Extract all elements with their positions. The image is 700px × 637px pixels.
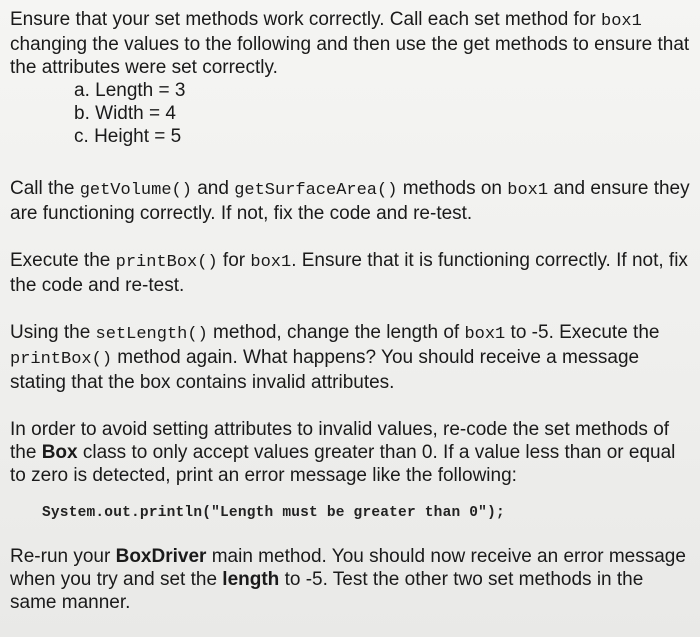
printbox-paragraph — [10, 249, 690, 297]
list-item — [74, 125, 690, 148]
para2-text-4: and ensure they are functioning correctly. If not, fix the code and re-test. — [10, 178, 690, 224]
para2-text-2: and — [191, 178, 235, 199]
list-marker: a. — [74, 80, 90, 101]
para4-text-4: method again. What happens? You should receive a message stating that the box contains invalid attributes. — [10, 347, 640, 393]
para5-text-1: In order to avoid setting attributes to invalid values, re-code the set methods of the — [10, 419, 670, 463]
spacer — [10, 297, 690, 321]
volume-paragraph — [10, 177, 690, 225]
code-box1: box1 — [507, 181, 549, 200]
list-item-text: Length = 3 — [95, 80, 186, 101]
bold-length: length — [222, 569, 280, 590]
para6-text-2: main method. You should now receive an error message when you try and set the — [10, 546, 686, 590]
list-item — [74, 79, 690, 102]
value-list — [10, 79, 690, 148]
list-item-text: Width = 4 — [95, 103, 176, 124]
list-item — [74, 102, 690, 125]
list-item-text: Height = 5 — [94, 126, 182, 147]
para2-text-3: methods on — [397, 178, 508, 199]
spacer — [10, 148, 690, 177]
bold-box: Box — [41, 442, 78, 463]
para4-text-1: Using the — [10, 322, 96, 343]
intro-text-1: Ensure that your set methods work correctly. Call each set method for — [10, 9, 602, 30]
code-setlength: setLength() — [95, 325, 208, 344]
intro-text-2: changing the values to the following and then use the get methods to ensure that the attributes were set correctly. — [10, 34, 690, 78]
list-marker: c. — [74, 126, 89, 147]
para3-text-3: . Ensure that it is functioning correctly. If not, fix the code and re-test. — [10, 250, 688, 296]
code-getsurfacearea: getSurfaceArea() — [234, 181, 398, 200]
code-snippet: System.out.println("Length must be greater than 0"); — [42, 505, 505, 521]
rerun-paragraph — [10, 545, 690, 614]
setlength-paragraph — [10, 321, 690, 394]
para6-text-1: Re-run your — [10, 546, 116, 567]
code-getvolume: getVolume() — [79, 181, 192, 200]
code-printbox: printBox() — [10, 350, 113, 369]
para3-text-1: Execute the — [10, 250, 116, 271]
para2-text-1: Call the — [10, 178, 80, 199]
spacer — [10, 225, 690, 249]
code-box1: box1 — [464, 325, 506, 344]
para3-text-2: for — [217, 250, 251, 271]
para4-text-3: to -5. Execute the — [505, 322, 660, 343]
para6-text-3: to -5. Test the other two set methods in the same manner. — [10, 569, 644, 613]
spacer — [10, 394, 690, 418]
para5-text-2: class to only accept values greater than 0. If a value less than or equal to zero is detected, print an error message like the following: — [10, 442, 676, 486]
intro-paragraph — [10, 8, 690, 79]
list-marker: b. — [74, 103, 90, 124]
validation-paragraph — [10, 418, 690, 487]
bold-boxdriver: BoxDriver — [115, 546, 207, 567]
spacer — [10, 521, 690, 545]
code-box1: box1 — [250, 253, 292, 272]
para4-text-2: method, change the length of — [207, 322, 465, 343]
intro-code-box1: box1 — [601, 12, 642, 31]
code-printbox: printBox() — [115, 253, 218, 272]
